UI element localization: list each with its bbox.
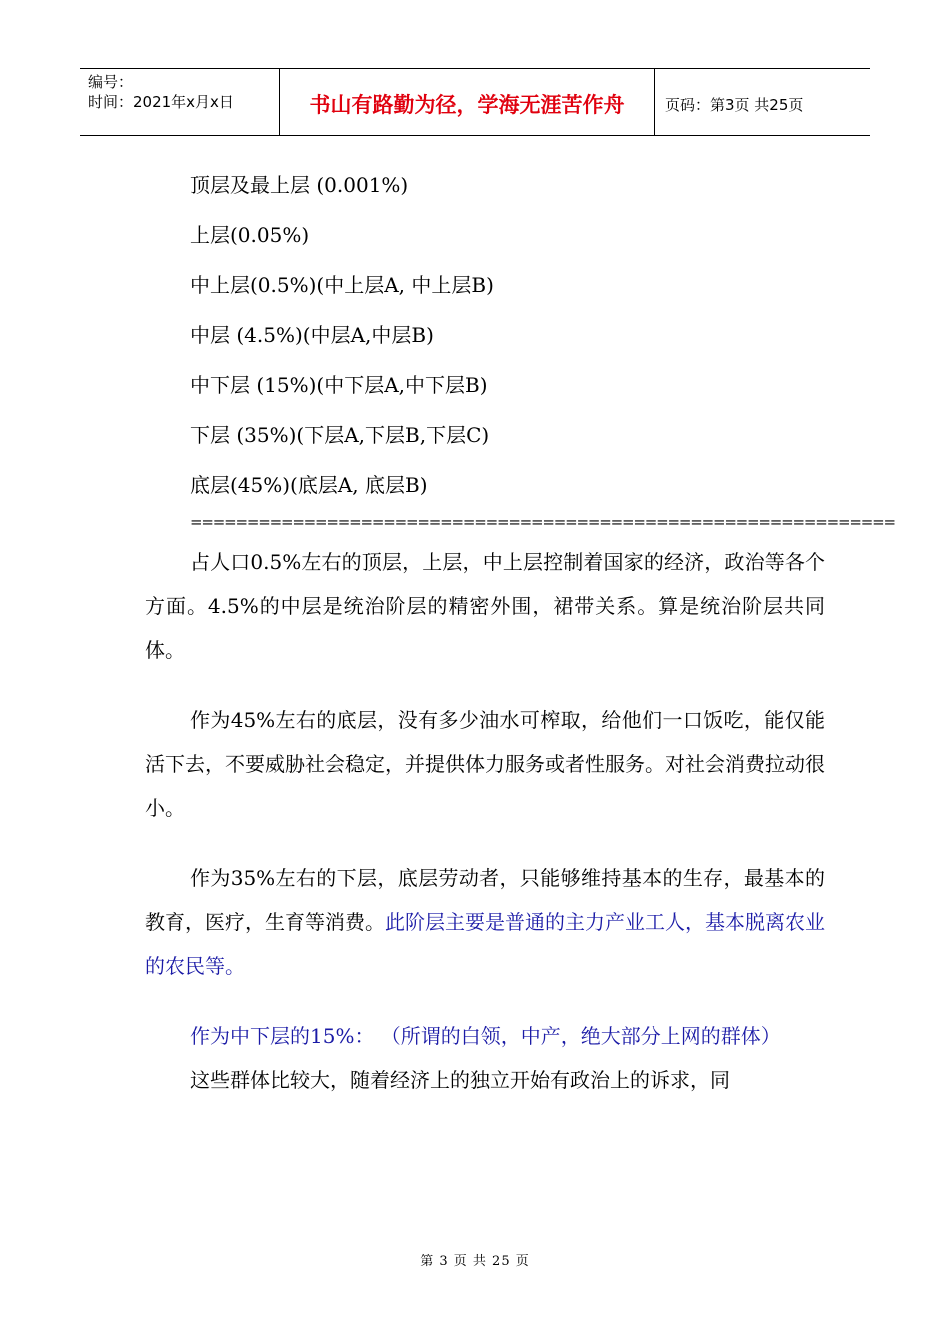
- header-meta: [80, 69, 280, 135]
- lower-class-highlight: 此阶层主要是普通的主力产业工人，基本脱离农业的农民等。: [145, 910, 825, 978]
- page-footer: 第 3 页 共 25 页: [420, 1254, 530, 1269]
- paragraph-continuation: 这些群体比较大，随着经济上的独立开始有政治上的诉求，同: [190, 1068, 730, 1092]
- separator-line: ==============================================================: [190, 513, 895, 531]
- tier-item: 中下层 (15%)(中下层A,中下层B): [190, 373, 488, 397]
- document-number: 编号：: [88, 73, 134, 91]
- tier-item: 下层 (35%)(下层A,下层B,下层C): [190, 423, 490, 447]
- tier-item: 中上层(0.5%)(中上层A, 中上层B): [190, 273, 494, 297]
- paragraph-bottom-class: 作为45%左右的底层，没有多少油水可榨取，给他们一口饭吃，能仅能活下去，不要威胁社会稳定，并提供体力服务或者性服务。对社会消费拉动很小。: [145, 708, 825, 820]
- header-motto: 书山有路勤为径，学海无涯苦作舟: [280, 69, 655, 135]
- tier-item: 顶层及最上层 (0.001%): [190, 173, 409, 197]
- paragraph-ruling-class: 占人口0.5%左右的顶层，上层，中上层控制着国家的经济，政治等各个方面。4.5%的中层是统治阶层的精密外围，裙带关系。算是统治阶层共同体。: [145, 550, 825, 662]
- tier-item: 底层(45%)(底层A, 底层B): [190, 473, 428, 497]
- paragraph-lower-middle-class: 作为中下层的15%： （所谓的白领，中产，绝大部分上网的群体）: [190, 1024, 781, 1048]
- header-page-number: 页码：第3页 共25页: [665, 95, 804, 114]
- tier-item: 中层 (4.5%)(中层A,中层B): [190, 323, 434, 347]
- document-date: 时间：2021年x月x日: [88, 93, 234, 111]
- lower-class-text: 作为35%左右的下层，底层劳动者，只能够维持基本的生存，最基本的教育，医疗，生育等消费。: [145, 866, 825, 934]
- paragraph-lower-class: [145, 856, 825, 988]
- document-body: [145, 160, 895, 1102]
- tier-item: 上层(0.05%): [190, 223, 310, 247]
- page-header: [80, 68, 870, 136]
